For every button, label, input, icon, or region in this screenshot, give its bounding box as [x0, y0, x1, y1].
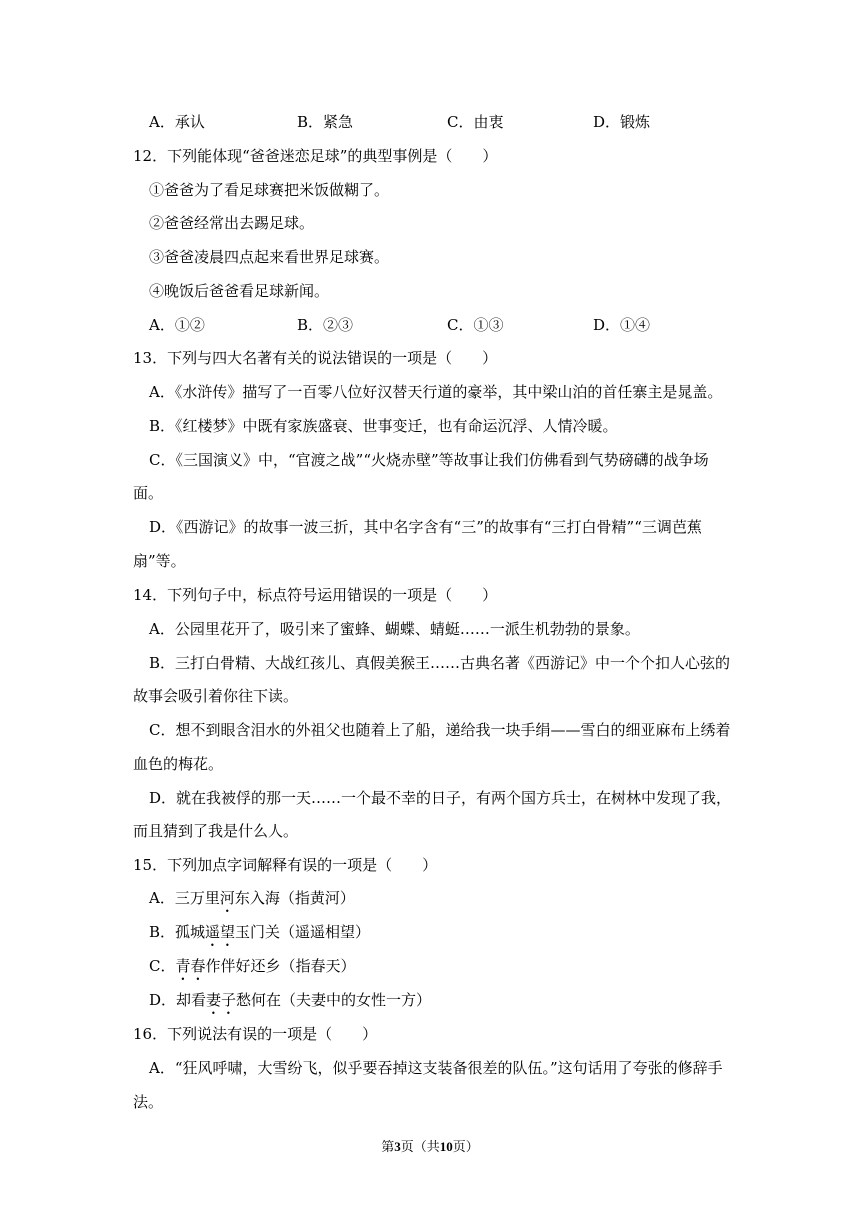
footer-total-pages: 10	[439, 1139, 453, 1154]
q15-d-dotted-word: 妻子	[206, 991, 237, 1009]
footer-suffix: 页）	[452, 1140, 479, 1155]
q15-a-prefix: A．三万里	[149, 889, 220, 907]
footer-page-number: 3	[394, 1139, 401, 1154]
footer-prefix: 第	[381, 1140, 395, 1155]
q14-option-c-line2: 血色的梅花。	[133, 755, 224, 773]
q15-option-d	[149, 990, 431, 1018]
q15-d-prefix: D．却看	[149, 991, 207, 1009]
q12-option-d: D．①④	[593, 316, 651, 334]
q14-option-c-line1: C．想不到眼含泪水的外祖父也随着上了船，递给我一块手绢——雪白的细亚麻布上绣着	[149, 721, 731, 739]
q15-option-c	[149, 956, 356, 984]
q15-a-suffix: 东入海（指黄河）	[234, 889, 355, 907]
q12-stem: 12．下列能体现“爸爸迷恋足球”的典型事例是（ ）	[133, 147, 498, 165]
q15-b-prefix: B．孤城	[149, 923, 206, 941]
q14-option-d-line1: D．就在我被俘的那一天……一个最不幸的日子，有两个国方兵士，在树林中发现了我，	[149, 789, 732, 807]
q11-option-d: D．锻炼	[593, 113, 651, 131]
q14-option-a: A．公园里花开了，吸引来了蜜蜂、蝴蝶、蜻蜓……一派生机勃勃的景象。	[149, 620, 640, 638]
q12-option-b: B．②③	[297, 316, 354, 334]
q12-option-a: A．①②	[149, 316, 205, 334]
q16-option-a-line1: A．“狂风呼啸，大雪纷飞，似乎要吞掉这支装备很差的队伍。”这句话用了夸张的修辞手	[149, 1059, 723, 1077]
q12-option-c: C．①③	[447, 316, 504, 334]
q13-option-b: B．《红楼梦》中既有家族盛衰、世事变迁，也有命运沉浮、人情冷暖。	[149, 417, 618, 435]
q13-option-d-line1: D．《西游记》的故事一波三折，其中名字含有“三”的故事有“三打白骨精”“三调芭蕉	[149, 518, 702, 536]
q15-b-suffix: 玉门关（遥遥相望）	[235, 923, 371, 941]
q12-item-3: ③爸爸凌晨四点起来看世界足球赛。	[149, 248, 390, 266]
q13-stem: 13．下列与四大名著有关的说法错误的一项是（ ）	[133, 349, 498, 367]
q14-option-b-line1: B．三打白骨精、大战红孩儿、真假美猴王……古典名著《西游记》中一个个扣人心弦的	[149, 654, 731, 672]
q16-stem: 16．下列说法有误的一项是（ ）	[133, 1025, 378, 1043]
q14-stem: 14．下列句子中，标点符号运用错误的一项是（ ）	[133, 586, 498, 604]
q15-d-suffix: 愁何在（夫妻中的女性一方）	[236, 991, 432, 1009]
q12-item-4: ④晚饭后爸爸看足球新闻。	[149, 282, 330, 300]
q13-option-a: A．《水浒传》描写了一百零八位好汉替天行道的豪举，其中梁山泊的首任寨主是晁盖。	[149, 383, 723, 401]
q15-b-dotted-word: 遥望	[205, 923, 236, 941]
q11-option-a: A．承认	[149, 113, 205, 131]
q11-option-c: C．由衷	[447, 113, 504, 131]
q15-stem: 15．下列加点字词解释有误的一项是（ ）	[133, 856, 438, 874]
q13-option-d-line2: 扇”等。	[133, 552, 186, 570]
q14-option-b-line2: 故事会吸引着你往下读。	[133, 687, 299, 705]
q15-option-b	[149, 922, 370, 950]
q14-option-d-line2: 而且猜到了我是什么人。	[133, 822, 299, 840]
q15-a-dotted-word: 河	[219, 889, 235, 907]
page-footer	[0, 1138, 860, 1157]
q16-option-a-line2: 法。	[133, 1093, 164, 1111]
q15-c-suffix: 作伴好还乡（指春天）	[205, 957, 356, 975]
footer-middle: 页（共	[400, 1140, 440, 1155]
q12-item-2: ②爸爸经常出去踢足球。	[149, 214, 315, 232]
q13-option-c-line2: 面。	[133, 484, 164, 502]
q15-c-prefix: C．	[149, 957, 176, 975]
q13-option-c-line1: C．《三国演义》中，“官渡之战”“火烧赤壁”等故事让我们仿佛看到气势磅礴的战争场	[149, 451, 709, 469]
q15-c-dotted-word: 青春	[175, 957, 206, 975]
q11-option-b: B．紧急	[297, 113, 354, 131]
q15-option-a	[149, 888, 355, 916]
q12-item-1: ①爸爸为了看足球赛把米饭做糊了。	[149, 181, 390, 199]
